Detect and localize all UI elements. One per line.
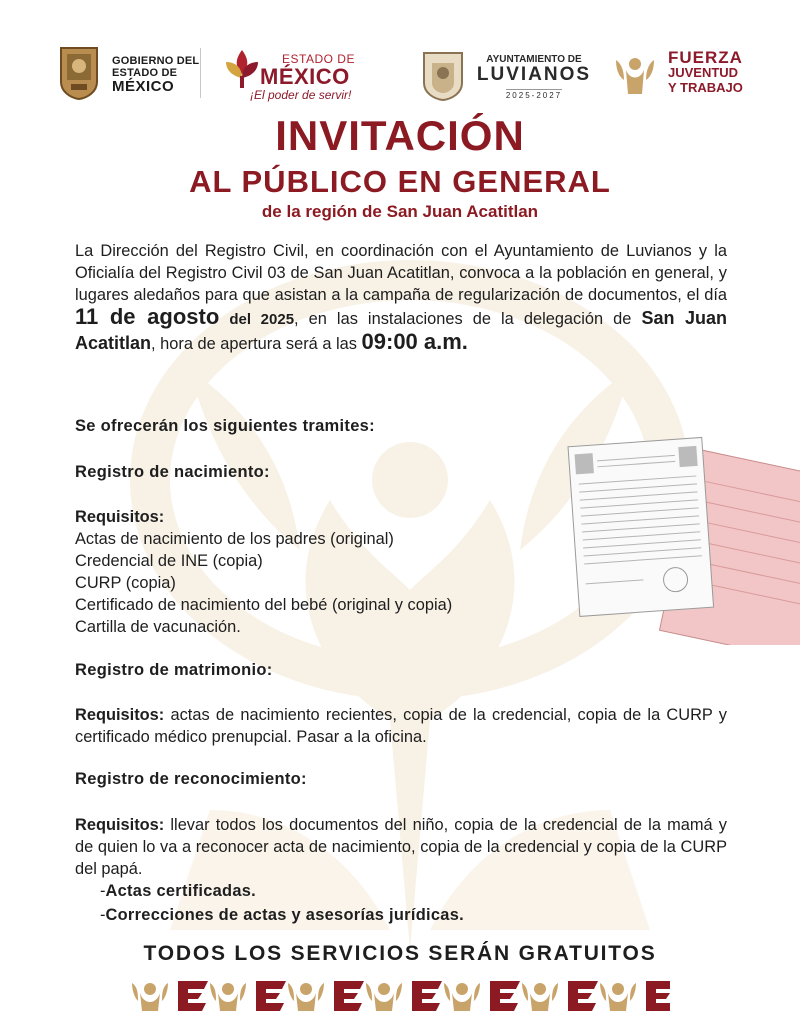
fz-line-3: Y TRABAJO bbox=[668, 80, 743, 95]
offer-heading: Se ofrecerán los siguientes tramites: bbox=[75, 417, 375, 435]
fz-line-2: JUVENTUD bbox=[668, 65, 739, 80]
list-item: -Actas certificadas. bbox=[100, 882, 257, 900]
estado-de-mexico-logo bbox=[222, 46, 372, 106]
extra-item: Correcciones de actas y asesorías jurídicas. bbox=[105, 906, 464, 924]
reconocimiento-requirements bbox=[75, 814, 727, 880]
free-services-footer: TODOS LOS SERVICIOS SERÁN GRATUITOS bbox=[143, 942, 657, 965]
intro-paragraph bbox=[75, 240, 727, 355]
intro-text: La Dirección del Registro Civil, en coordinación con el Ayuntamiento de Luvianos y la Oficialía del Registro Civil 03 de San Juan Acatitlan, convoca a la población en general, y lugares aledaños para que asistan a la campaña de regularización de documentos, el día bbox=[75, 242, 727, 304]
reconocimiento-heading: Registro de reconocimiento: bbox=[75, 770, 307, 788]
event-date: 11 de agosto bbox=[75, 304, 220, 329]
title-publico-general: AL PÚBLICO EN GENERAL bbox=[189, 164, 611, 199]
edomex-line-1: ESTADO DE bbox=[282, 52, 355, 66]
intro-text-2: , en las instalaciones de la delegación de bbox=[294, 310, 632, 328]
birth-certificate-documents-image bbox=[560, 430, 800, 645]
gobierno-estado-mexico-text bbox=[112, 55, 199, 95]
title-invitacion: INVITACIÓN bbox=[275, 112, 525, 159]
event-year: del 2025 bbox=[229, 311, 295, 328]
decorative-ornament-strip bbox=[130, 975, 670, 1015]
matrimonio-req-label: Requisitos: bbox=[75, 706, 165, 724]
event-time: 09:00 a.m. bbox=[361, 329, 468, 354]
reconocimiento-req-label: Requisitos: bbox=[75, 816, 165, 834]
list-item: Actas de nacimiento de los padres (original) bbox=[75, 530, 394, 548]
ayuntamiento-luvianos-text bbox=[476, 54, 592, 103]
event-place: San Juan Acatitlan bbox=[75, 308, 727, 353]
fz-line-1: FUERZA bbox=[668, 48, 743, 67]
estado-de-mexico-emblem-icon bbox=[57, 44, 101, 100]
list-item: CURP (copia) bbox=[75, 574, 176, 592]
edomex-line-2: MÉXICO bbox=[260, 64, 350, 89]
matrimonio-req-text: actas de nacimiento recientes, copia de la credencial, copia de la CURP y certificado médico prenupcial. Pasar a la oficina. bbox=[75, 706, 727, 746]
title-region: de la región de San Juan Acatitlan bbox=[261, 202, 539, 221]
edomex-slogan: ¡El poder de servir! bbox=[250, 88, 352, 102]
gov-line-3: MÉXICO bbox=[112, 78, 175, 95]
matrimonio-requirements bbox=[75, 704, 727, 748]
list-item: Cartilla de vacunación. bbox=[75, 618, 241, 636]
luvianos-emblem-icon bbox=[420, 47, 466, 101]
edomex-flower-icon bbox=[222, 46, 262, 90]
reconocimiento-req-text: llevar todos los documentos del niño, copia de la credencial de la mamá y de quien lo va a reconocer acta de nacimiento, copia de la credencial y copia de la CURP del papá. bbox=[75, 816, 727, 878]
extra-item: Actas certificadas. bbox=[105, 882, 257, 900]
luv-years: 2025-2027 bbox=[505, 91, 563, 100]
nacimiento-requirements bbox=[75, 506, 452, 638]
luv-line-2: LUVIANOS bbox=[476, 64, 592, 85]
list-item: -Correcciones de actas y asesorías jurídicas. bbox=[100, 906, 464, 924]
header-divider bbox=[200, 48, 201, 98]
fuerza-juventud-emblem-icon bbox=[612, 50, 658, 98]
luv-line-1: AYUNTAMIENTO DE bbox=[486, 54, 582, 65]
list-item: Credencial de INE (copia) bbox=[75, 552, 263, 570]
nacimiento-heading: Registro de nacimiento: bbox=[75, 463, 270, 481]
list-item: Certificado de nacimiento del bebé (original y copia) bbox=[75, 596, 453, 614]
matrimonio-heading: Registro de matrimonio: bbox=[75, 661, 273, 679]
extra-services bbox=[100, 879, 464, 927]
gov-line-2: ESTADO DE bbox=[112, 67, 178, 79]
gov-line-1: GOBIERNO DEL bbox=[112, 55, 200, 67]
intro-text-3: , hora de apertura será a las bbox=[151, 335, 357, 353]
nacimiento-req-label: Requisitos: bbox=[75, 508, 165, 526]
fuerza-juventud-trabajo-text bbox=[668, 50, 743, 95]
